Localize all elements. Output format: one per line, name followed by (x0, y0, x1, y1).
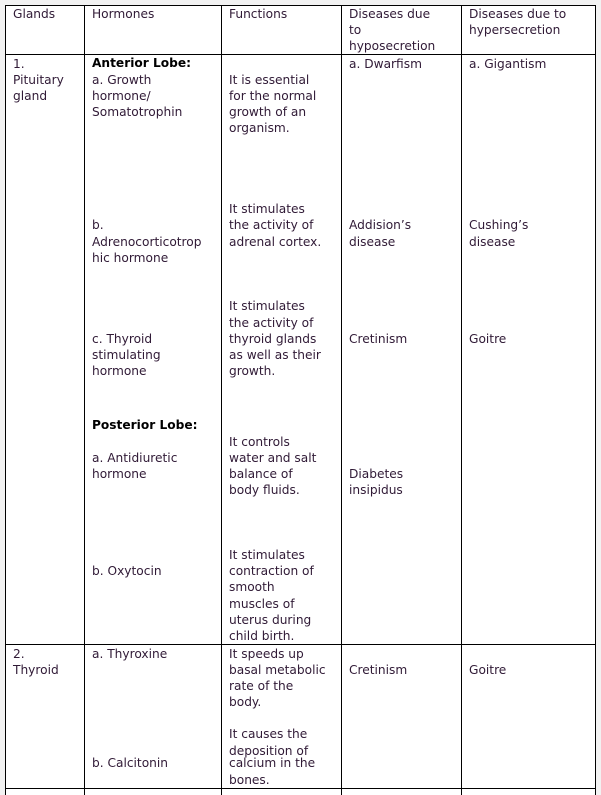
hormone-calcitonin: b. Calcitonin (92, 756, 169, 770)
posterior-lobe-label: Posterior Lobe: (92, 418, 198, 432)
hormone-oxytocin: b. Oxytocin (92, 564, 162, 578)
hypo-cretinism-thyroid: Cretinism (349, 663, 408, 677)
hyper-goitre: Goitre (469, 332, 507, 346)
column-divider (221, 6, 222, 795)
header-hormones: Hormones (92, 7, 155, 21)
hyper-goitre-thyroid: Goitre (469, 663, 507, 677)
hormone-thyroxine: a. Thyroxine (92, 647, 168, 661)
hypo-dwarfism: a. Dwarfism (349, 57, 422, 71)
column-divider (84, 6, 85, 795)
column-divider (341, 6, 342, 795)
hyper-gigantism: a. Gigantism (469, 57, 547, 71)
header-functions: Functions (229, 7, 288, 21)
header-glands: Glands (13, 7, 56, 21)
hypo-cretinism: Cretinism (349, 332, 408, 346)
anterior-lobe-label: Anterior Lobe: (92, 56, 192, 70)
row-divider (6, 644, 595, 645)
endocrine-glands-table: Glands Hormones Functions Diseases due to hyposecretion Diseases due to hypersecretion 1. Pituitary gland Anterior Lobe: a. Growth hormone/ Somatotrophin It is essential for the normal growth of an organism. a. Dwarfism a. Gigantism b. Adrenocorticotrop hic hormone It stimulates the activity of adrenal cortex. Addision’s disease Cushing’s disease c. Thyroid stimulating hormone It stimulates the activity of thyroid glands as well as their growth. Cretinism Goitre Posterior Lobe: a. Antidiuretic hormone It controls water and salt balance of body fluids. Diabetes insipidus b. Oxytocin It stimulates contraction of smooth muscles of uterus during child birth. 2. Thyroid a. Thyroxine It speeds up basal metabolic rate of the body. Cretinism Goitre b. Calcitonin It causes the deposition of calcium in the bones. (5, 5, 596, 795)
column-divider (461, 6, 462, 795)
row-divider (6, 788, 595, 789)
